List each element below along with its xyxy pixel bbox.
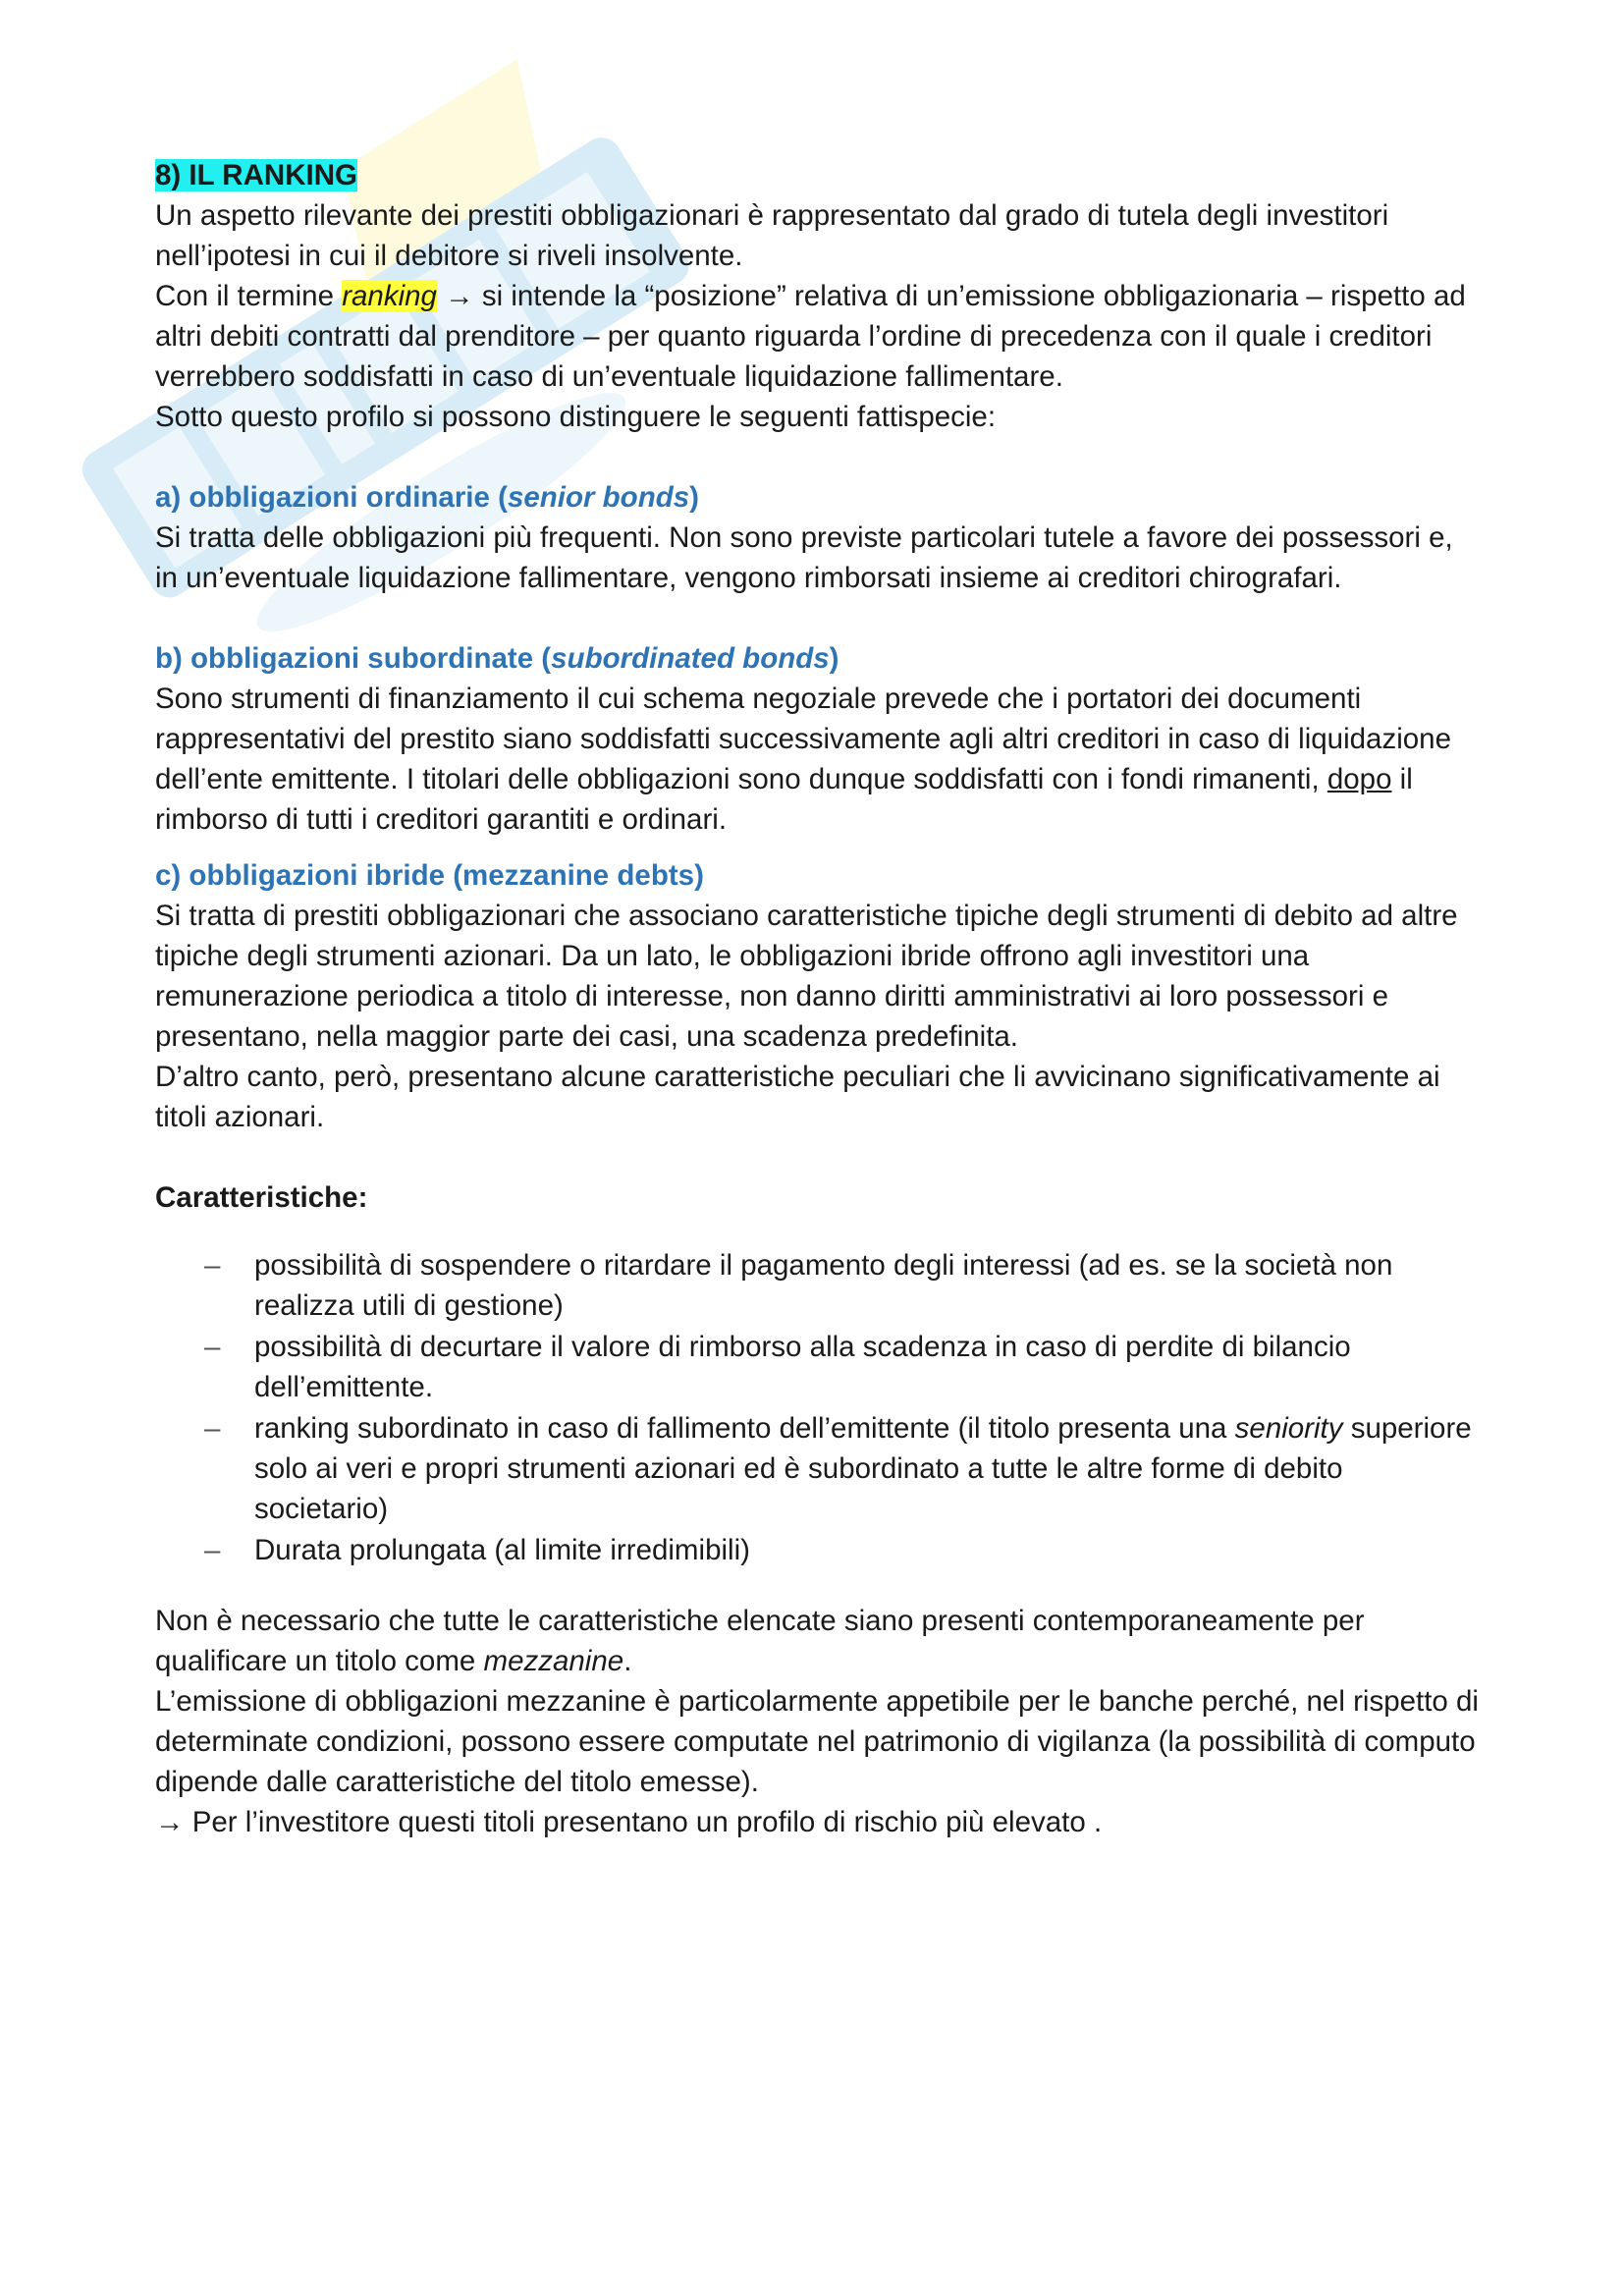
section-c-body-1: Si tratta di prestiti obbligazionari che associano caratteristiche tipiche degli strumenti di debito ad altre tipiche degli strumenti azionari. Da un lato, le obbligazioni ibride offrono agli investitori una remunerazione periodica a titolo di interesse, non danno diritti amministrativi ai loro possessori e presentano, nella maggior parte dei casi, una scadenza predefinita. bbox=[155, 900, 1458, 1053]
dash-bullet-icon: – bbox=[204, 1534, 221, 1566]
intro-paragraph-3: Sotto questo profilo si possono distinguere le seguenti fattispecie: bbox=[155, 401, 997, 433]
section-a-title bbox=[155, 477, 1481, 518]
section-b-title-post: ) bbox=[829, 642, 839, 675]
section-b-title-pre: b) obbligazioni subordinate ( bbox=[155, 642, 552, 675]
term-ranking: ranking bbox=[342, 280, 437, 312]
closing-p1-italic: mezzanine bbox=[483, 1645, 624, 1677]
section-a-title-italic: senior bonds bbox=[507, 481, 690, 514]
list-item bbox=[155, 1245, 1481, 1326]
section-c-body-2: D’altro canto, però, presentano alcune caratteristiche peculiari che li avvicinano significativamente ai titoli azionari. bbox=[155, 1061, 1440, 1133]
section-a-title-pre: a) obbligazioni ordinarie ( bbox=[155, 481, 508, 514]
intro-paragraph-1: Un aspetto rilevante dei prestiti obbligazionari è rappresentato dal grado di tutela degli investitori nell’ipotesi in cui il debitore si riveli insolvente. bbox=[155, 199, 1389, 272]
closing-paragraph-1 bbox=[155, 1601, 1481, 1681]
list-item bbox=[155, 1530, 1481, 1570]
list-item-text: Durata prolungata (al limite irredimibili) bbox=[254, 1534, 750, 1566]
intro-p2-pre: Con il termine bbox=[155, 280, 343, 312]
section-c-title: c) obbligazioni ibride (mezzanine debts) bbox=[155, 859, 704, 892]
section-b-title-italic: subordinated bonds bbox=[551, 642, 830, 675]
section-heading bbox=[155, 155, 1481, 195]
section-a-title-post: ) bbox=[689, 481, 699, 514]
section-b-body bbox=[155, 679, 1481, 840]
dash-bullet-icon: – bbox=[204, 1412, 221, 1445]
dash-bullet-icon: – bbox=[204, 1249, 221, 1282]
section-b-body-post: il rimborso di tutti i creditori garantiti e ordinari. bbox=[155, 763, 1413, 836]
list-item-text-italic: seniority bbox=[1234, 1412, 1343, 1445]
list-item-text-pre: ranking subordinato in caso di fallimento dell’emittente (il titolo presenta una bbox=[254, 1412, 1235, 1445]
closing-paragraph-3: → Per l’investitore questi titoli presentano un profilo di rischio più elevato . bbox=[155, 1806, 1103, 1838]
intro-paragraph-2 bbox=[155, 276, 1481, 397]
section-a-body: Si tratta delle obbligazioni più frequenti. Non sono previste particolari tutele a favore dei possessori e, in un’eventuale liquidazione fallimentare, vengono rimborsati insieme ai creditori chirografari. bbox=[155, 521, 1453, 594]
features-list bbox=[155, 1245, 1481, 1570]
section-b-title bbox=[155, 638, 1481, 679]
document-page bbox=[155, 155, 1481, 1842]
list-item-text: possibilità di sospendere o ritardare il pagamento degli interessi (ad es. se la società non realizza utili di gestione) bbox=[254, 1249, 1393, 1322]
closing-p1-post: . bbox=[623, 1645, 632, 1677]
list-item bbox=[155, 1327, 1481, 1407]
list-item bbox=[155, 1408, 1481, 1529]
section-b-body-underlined: dopo bbox=[1326, 763, 1392, 795]
closing-paragraph-2: L’emissione di obbligazioni mezzanine è particolarmente appetibile per le banche perché, nel rispetto di determinate condizioni, possono essere computate nel patrimonio di vigilanza (la possibilità di computo dipende dalle caratteristiche del titolo emesse). bbox=[155, 1685, 1479, 1798]
dash-bullet-icon: – bbox=[204, 1331, 221, 1363]
list-item-text bbox=[254, 1412, 1472, 1525]
list-item-text-post: superiore solo ai veri e propri strumenti azionari ed è subordinato a tutte le altre forme di debito societario) bbox=[254, 1412, 1472, 1525]
heading-ranking: 8) IL RANKING bbox=[155, 159, 357, 191]
list-item-text: possibilità di decurtare il valore di rimborso alla scadenza in caso di perdite di bilancio dell’emittente. bbox=[254, 1331, 1351, 1403]
intro-p2-post: → si intende la “posizione” relativa di un’emissione obbligazionaria – rispetto ad altri debiti contratti dal prenditore – per quanto riguarda l’ordine di precedenza con il quale i creditori verrebbero soddisfatti in caso di un’eventuale liquidazione fallimentare. bbox=[155, 280, 1466, 393]
section-b-body-pre: Sono strumenti di finanziamento il cui schema negoziale prevede che i portatori dei documenti rappresentativi del prestito siano soddisfatti successivamente agli altri creditori in caso di liquidazione dell’ente emittente. I titolari delle obbligazioni sono dunque soddisfatti con i fondi rimanenti, bbox=[155, 683, 1451, 795]
closing-p1-pre: Non è necessario che tutte le caratteristiche elencate siano presenti contemporaneamente per qualificare un titolo come bbox=[155, 1605, 1365, 1677]
features-title: Caratteristiche: bbox=[155, 1181, 368, 1214]
